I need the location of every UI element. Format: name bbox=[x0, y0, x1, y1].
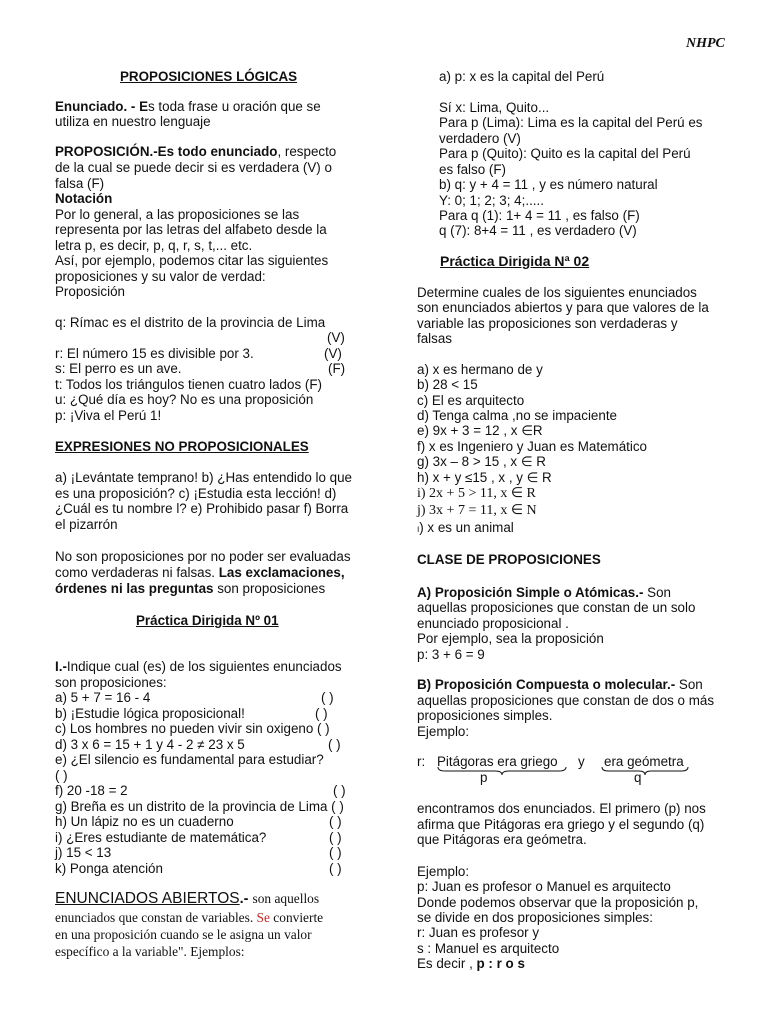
practica2-intro: Determine cuales de los siguientes enunciados bbox=[417, 285, 697, 300]
practica2-item: e) 9x + 3 = 12 , x ∈R bbox=[417, 423, 543, 438]
section-title-clase: CLASE DE PROPOSICIONES bbox=[417, 552, 601, 567]
proposicion-definition: PROPOSICIÓN.-Es todo enunciado, respecto bbox=[55, 144, 337, 159]
notacion-line: letra p, es decir, p, q, r, s, t,... etc. bbox=[55, 238, 253, 253]
practica2-item: i) 2x + 5 > 11, x ∈ R bbox=[417, 486, 536, 501]
notacion-line: proposiciones y su valor de verdad: bbox=[55, 269, 266, 284]
example-a-line: verdadero (V) bbox=[439, 131, 521, 146]
expresiones-para: órdenes ni las preguntas son proposiciones bbox=[55, 581, 326, 596]
practica1-item-answer: ( ) bbox=[328, 737, 341, 752]
compuesta-explanation: afirma que Pitágoras era griego y el segundo (q) bbox=[417, 817, 705, 832]
expresiones-para: No son proposiciones por no poder ser evaluadas bbox=[55, 549, 351, 564]
enunciados-abiertos-line: enunciados que constan de variables. Se convierte bbox=[55, 910, 324, 925]
proposicion-compuesta: B) Proposición Compuesta o molecular.- Son bbox=[417, 677, 703, 692]
proposicion-simple-line: aquellas proposiciones que constan de un solo bbox=[417, 600, 696, 615]
practica1-item-answer: ( ) bbox=[329, 830, 342, 845]
example-r-value: (V) bbox=[324, 346, 342, 361]
underbrace-right bbox=[601, 766, 689, 776]
practica1-item: f) 20 -18 = 2 bbox=[55, 783, 128, 798]
ejemplo-2-line: r: Juan es profesor y bbox=[417, 925, 540, 940]
example-b-line: Para q (1): 1+ 4 = 11 , es falso (F) bbox=[439, 208, 640, 223]
practica2-item: c) El es arquitecto bbox=[417, 393, 525, 408]
practica1-item: d) 3 x 6 = 15 + 1 y 4 - 2 ≠ 23 x 5 bbox=[55, 737, 245, 752]
example-a-line: es falso (F) bbox=[439, 162, 506, 177]
practica1-intro-line2: son proposiciones: bbox=[55, 675, 167, 690]
practica2-item: d) Tenga calma ,no se impaciente bbox=[417, 408, 617, 423]
proposicion-simple-line: p: 3 + 6 = 9 bbox=[417, 647, 485, 662]
notacion-line: Por lo general, a las proposiciones se las bbox=[55, 207, 300, 222]
example-u: u: ¿Qué día es hoy? No es una proposición bbox=[55, 392, 314, 407]
brace-example-y: y bbox=[578, 754, 585, 769]
notacion-line: representa por las letras del alfabeto desde la bbox=[55, 222, 327, 237]
practica1-item: b) ¡Estudie lógica proposicional! bbox=[55, 706, 245, 721]
practica1-item: j) 15 < 13 bbox=[55, 845, 112, 860]
proposicion-simple: A) Proposición Simple o Atómicas.- Son bbox=[417, 585, 671, 600]
practica2-intro: falsas bbox=[417, 331, 452, 346]
proposicion-definition-line3: falsa (F) bbox=[55, 176, 105, 191]
ejemplo-2-line: se divide en dos proposiciones simples: bbox=[417, 910, 653, 925]
brace-example-right: era geómetra bbox=[604, 754, 684, 769]
proposicion-compuesta-line: aquellas proposiciones que constan de dos o más bbox=[417, 693, 715, 708]
practica2-item: h) x + y ≤15 , x , y ∈ R bbox=[417, 470, 552, 485]
section-title-practica-01: Práctica Dirigida Nº 01 bbox=[136, 613, 279, 628]
practica1-item: i) ¿Eres estudiante de matemática? bbox=[55, 830, 267, 845]
brace-example-r: r: bbox=[417, 754, 426, 769]
enunciados-abiertos-line: en una proposición cuando se le asigna un valor bbox=[55, 927, 312, 942]
example-r: r: El número 15 es divisible por 3. bbox=[55, 346, 254, 361]
example-s-value: (F) bbox=[328, 361, 346, 376]
practica1-item: h) Un lápiz no es un cuaderno bbox=[55, 814, 234, 829]
example-q: q: Rímac es el distrito de la provincia de Lima bbox=[55, 315, 326, 330]
example-b-line: Y: 0; 1; 2; 3; 4;..... bbox=[439, 193, 544, 208]
proposicion-simple-line: enunciado proposicional . bbox=[417, 616, 569, 631]
practica2-item: g) 3x – 8 > 15 , x ∈ R bbox=[417, 454, 546, 469]
example-q-value: (V) bbox=[327, 330, 345, 345]
proposicion-compuesta-line: proposiciones simples. bbox=[417, 708, 553, 723]
expresiones-line: el pizarrón bbox=[55, 517, 118, 532]
practica2-intro: son enunciados abiertos y para que valores de la bbox=[417, 300, 709, 315]
proposicion-simple-line: Por ejemplo, sea la proposición bbox=[417, 631, 604, 646]
example-a: a) p: x es la capital del Perú bbox=[439, 69, 605, 84]
notacion-heading: Notación bbox=[55, 191, 113, 206]
enunciados-abiertos-line: específico a la variable". Ejemplos: bbox=[55, 944, 245, 959]
practica1-item: e) ¿El silencio es fundamental para estudiar? bbox=[55, 752, 324, 767]
notacion-line: Proposición bbox=[55, 284, 125, 299]
ejemplo-2-line: Ejemplo: bbox=[417, 864, 470, 879]
expresiones-line: ¿Cuál es tu nombre l? e) Prohibido pasar f) Borra bbox=[55, 501, 349, 516]
practica1-item-answer: ( ) bbox=[329, 845, 342, 860]
practica1-item-answer: ( ) bbox=[329, 814, 342, 829]
section-title-proposiciones: PROPOSICIONES LÓGICAS bbox=[120, 69, 298, 84]
practica2-intro: variable las proposiciones son verdaderas y bbox=[417, 316, 678, 331]
practica1-item: k) Ponga atención bbox=[55, 861, 163, 876]
practica2-item: b) 28 < 15 bbox=[417, 377, 478, 392]
practica1-item-answer: ( ) bbox=[321, 690, 334, 705]
example-a-line: Sí x: Lima, Quito... bbox=[439, 100, 550, 115]
practica2-item: j) 3x + 7 = 11, x ∈ N bbox=[417, 503, 537, 518]
example-a-line: Para p (Lima): Lima es la capital del Perú es bbox=[439, 115, 703, 130]
enunciados-abiertos-heading: ENUNCIADOS ABIERTOS.- son aquellos bbox=[55, 890, 320, 907]
practica2-item: ₗ) x es un animal bbox=[417, 520, 514, 535]
compuesta-explanation: encontramos dos enunciados. El primero (p) nos bbox=[417, 801, 706, 816]
expresiones-para: como verdaderas ni falsas. Las exclamaciones, bbox=[55, 565, 345, 580]
practica1-intro: I.-Indique cual (es) de los siguientes enunciados bbox=[55, 659, 342, 674]
practica1-item-answer: ( ) bbox=[55, 768, 68, 783]
header-tag: NHPC bbox=[686, 36, 725, 51]
practica1-item: c) Los hombres no pueden vivir sin oxigeno ( ) bbox=[55, 721, 330, 736]
ejemplo-2-line: Donde podemos observar que la proposición p, bbox=[417, 895, 699, 910]
proposicion-definition-line2: de la cual se puede decir si es verdadera (V) o bbox=[55, 160, 332, 175]
brace-label-q: q bbox=[634, 770, 642, 785]
example-b-line: b) q: y + 4 = 11 , y es número natural bbox=[439, 177, 658, 192]
expresiones-line: a) ¡Levántate temprano! b) ¿Has entendido lo que bbox=[55, 470, 353, 485]
practica1-item-answer: ( ) bbox=[333, 783, 346, 798]
underbrace-left bbox=[437, 766, 567, 776]
proposicion-compuesta-line: Ejemplo: bbox=[417, 724, 470, 739]
enunciado-definition-line2: utiliza en nuestro lenguaje bbox=[55, 114, 211, 129]
example-b-line: q (7): 8+4 = 11 , es verdadero (V) bbox=[439, 223, 637, 238]
brace-example-left: Pitágoras era griego bbox=[437, 754, 558, 769]
practica1-item-answer: ( ) bbox=[315, 706, 328, 721]
practica2-item: a) x es hermano de y bbox=[417, 362, 543, 377]
expresiones-line: es una proposición? c) ¡Estudia esta lección! d) bbox=[55, 486, 337, 501]
compuesta-explanation: que Pitágoras era geómetra. bbox=[417, 832, 587, 847]
ejemplo-2-line: p: Juan es profesor o Manuel es arquitecto bbox=[417, 879, 671, 894]
ejemplo-2-line: s : Manuel es arquitecto bbox=[417, 941, 560, 956]
example-s: s: El perro es un ave. bbox=[55, 361, 182, 376]
example-t: t: Todos los triángulos tienen cuatro lados (F) bbox=[55, 377, 322, 392]
example-a-line: Para p (Quito): Quito es la capital del Perú bbox=[439, 146, 691, 161]
brace-label-p: p bbox=[480, 770, 488, 785]
notacion-line: Así, por ejemplo, podemos citar las siguientes bbox=[55, 253, 329, 268]
practica1-item: g) Breña es un distrito de la provincia de Lima ( ) bbox=[55, 799, 344, 814]
section-title-expresiones: EXPRESIONES NO PROPOSICIONALES bbox=[55, 439, 309, 454]
example-p: p: ¡Viva el Perú 1! bbox=[55, 408, 162, 423]
practica1-item: a) 5 + 7 = 16 - 4 bbox=[55, 690, 151, 705]
practica2-item: f) x es Ingeniero y Juan es Matemático bbox=[417, 439, 647, 454]
enunciado-definition: Enunciado. - Es toda frase u oración que se bbox=[55, 99, 321, 114]
es-decir-line: Es decir , p : r o s bbox=[417, 956, 525, 971]
practica1-item-answer: ( ) bbox=[329, 861, 342, 876]
section-title-practica-02: Práctica Dirigida Nª 02 bbox=[440, 253, 590, 269]
